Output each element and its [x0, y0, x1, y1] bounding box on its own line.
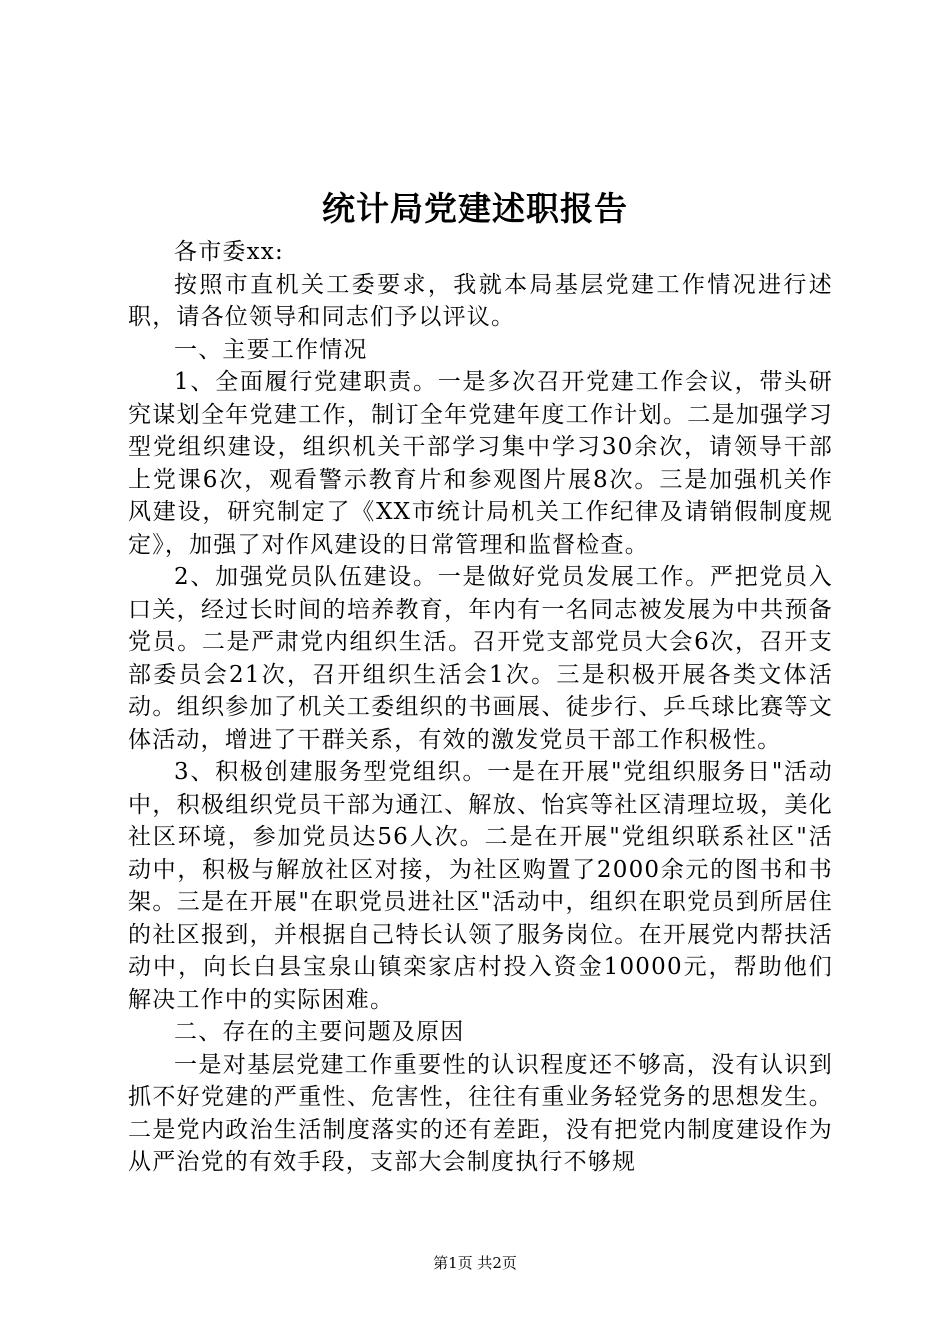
section-heading-2: 二、存在的主要问题及原因: [174, 1019, 465, 1045]
paragraph-item-1: 1、全面履行党建职责。一是多次召开党建工作会议，带头研究谋划全年党建工作，制订全年党建年度工作计划。二是加强学习型党组织建设，组织机关干部学习集中学习30余次，请领导干部上党课6次，观看警示教育片和参观图片展8次。三是加强机关作风建设，研究制定了《XX市统计局机关工作纪律及请销假制度规定》，加强了对作风建设的日常管理和监督检查。: [128, 369, 833, 558]
paragraph-item-3: 3、积极创建服务型党组织。一是在开展"党组织服务日"活动中，积极组织党员干部为通江、解放、怡宾等社区清理垃圾，美化社区环境，参加党员达56人次。二是在开展"党组织联系社区"活动中，积极与解放社区对接，为社区购置了2000余元的图书和书架。三是在开展"在职党员进社区"活动中，组织在职党员到所居住的社区报到，并根据自己特长认领了服务岗位。在开展党内帮扶活动中，向长白县宝泉山镇栾家店村投入资金10000元，帮助他们解决工作中的实际困难。: [128, 759, 833, 1013]
problems-paragraph: 一是对基层党建工作重要性的认识程度还不够高，没有认识到抓不好党建的严重性、危害性，往往有重业务轻党务的思想发生。二是党内政治生活制度落实的还有差距，没有把党内制度建设作为从严治党的有效手段，支部大会制度执行不够规: [128, 1051, 833, 1175]
section-heading-1: 一、主要工作情况: [174, 336, 368, 363]
page-number-footer: 第1页 共2页: [433, 1254, 517, 1272]
document-title: 统计局党建述职报告: [322, 189, 628, 228]
document-body: [128, 236, 833, 1179]
intro-paragraph: 按照市直机关工委要求，我就本局基层党建工作情况进行述职，请各位领导和同志们予以评议。: [128, 271, 833, 330]
salutation: 各市委xx:: [174, 239, 284, 265]
paragraph-item-2: 2、加强党员队伍建设。一是做好党员发展工作。严把党员入口关，经过长时间的培养教育，年内有一名同志被发展为中共预备党员。二是严肃党内组织生活。召开党支部党员大会6次，召开支部委员会21次，召开组织生活会1次。三是积极开展各类文体活动。组织参加了机关工委组织的书画展、徒步行、乒乓球比赛等文体活动，增进了干群关系，有效的激发党员干部工作积极性。: [128, 564, 833, 753]
